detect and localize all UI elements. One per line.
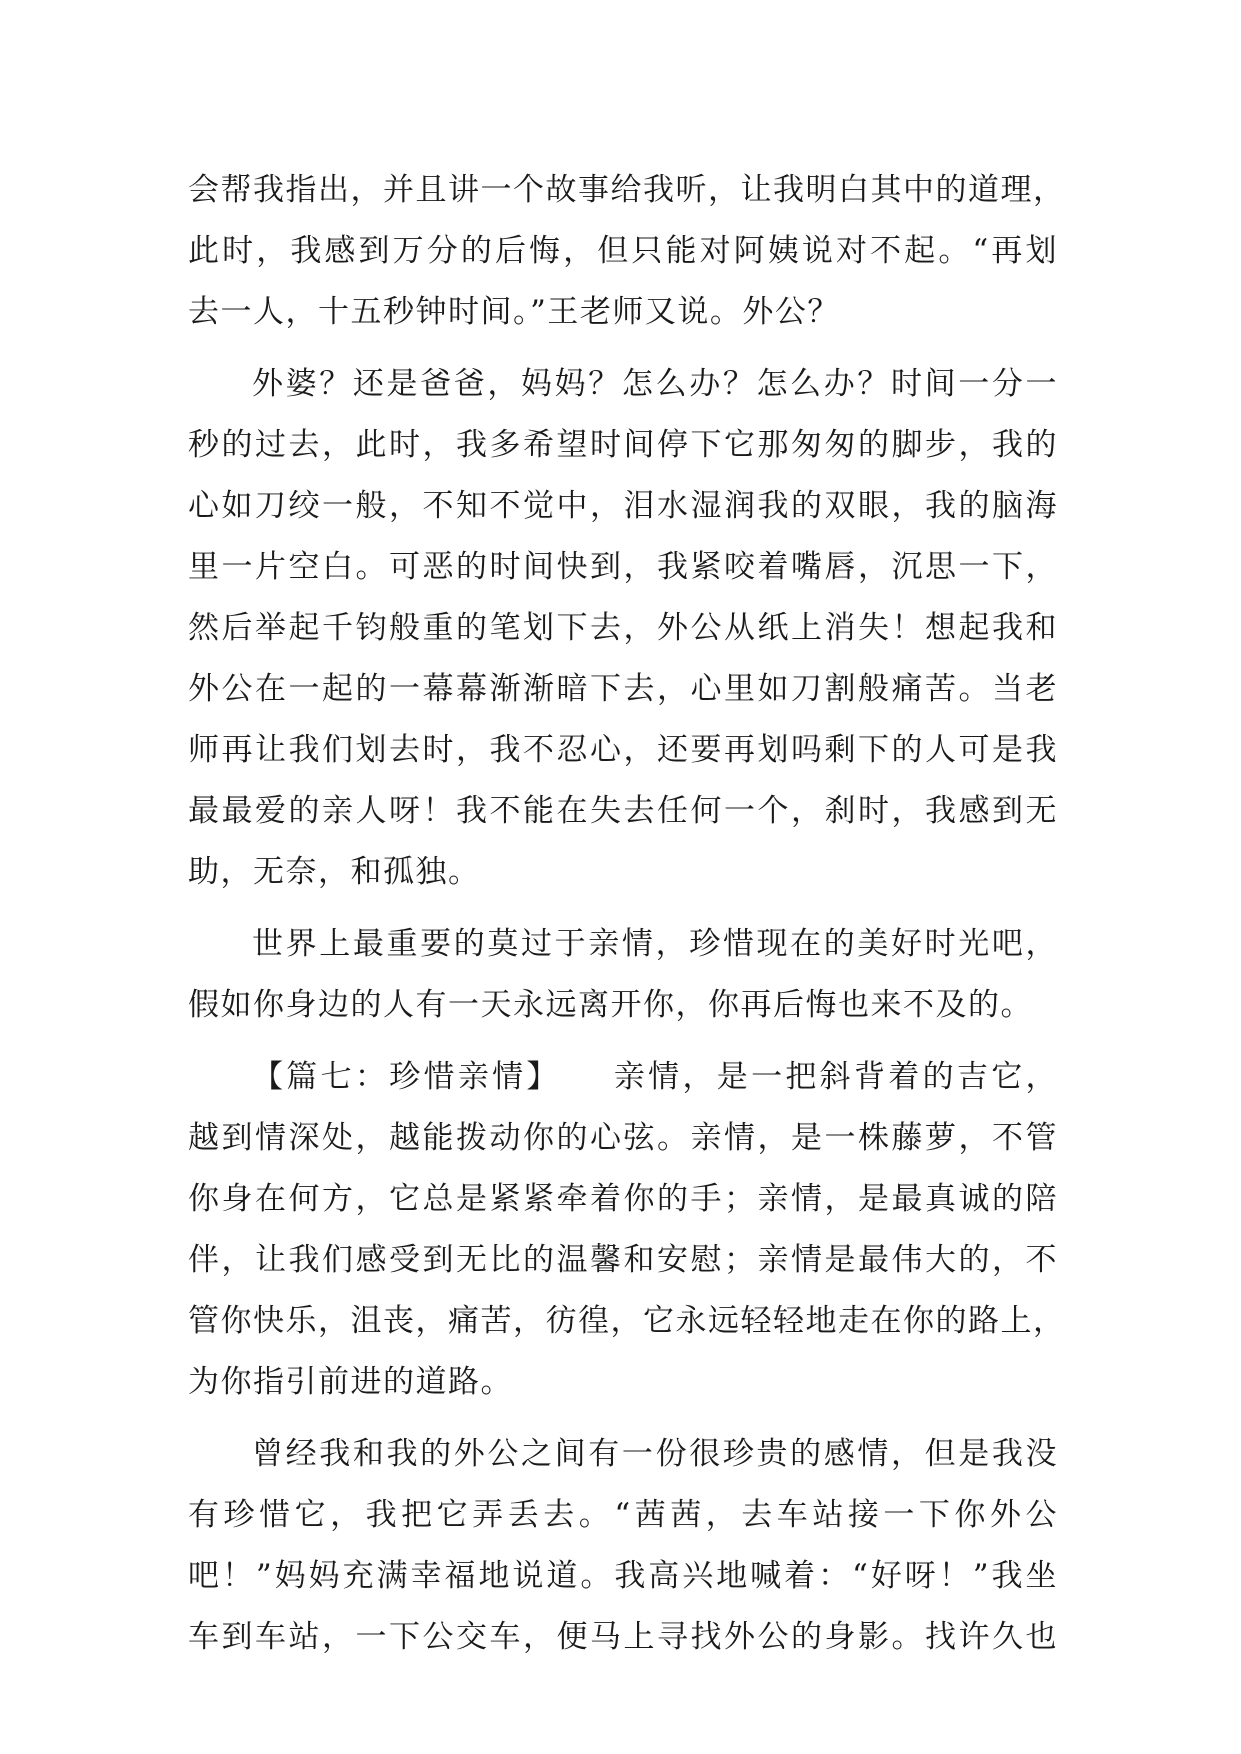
text-line: 车到车站，一下公交车，便马上寻找外公的身影。找许久也 <box>188 1619 1058 1655</box>
paragraph <box>188 1424 1058 1668</box>
text-line: 为你指引前进的道路。 <box>188 1364 513 1400</box>
paragraph <box>188 914 1058 1036</box>
text-line: 有珍惜它，我把它弄丢去。“茜茜，去车站接一下你外公 <box>188 1497 1058 1533</box>
text-line: 此时，我感到万分的后悔，但只能对阿姨说对不起。“再划 <box>188 233 1058 269</box>
document-body <box>188 160 1066 1668</box>
text-line: 师再让我们划去时，我不忍心，还要再划吗剩下的人可是我 <box>188 732 1058 768</box>
text-line: 越到情深处，越能拨动你的心弦。亲情，是一株藤萝，不管 <box>188 1120 1058 1156</box>
text-line: 最最爱的亲人呀！我不能在失去任何一个，刹时，我感到无 <box>188 793 1058 829</box>
text-line: 里一片空白。可恶的时间快到，我紧咬着嘴唇，沉思一下， <box>188 549 1058 585</box>
paragraph <box>188 354 1058 903</box>
text-line: 助，无奈，和孤独。 <box>188 854 481 890</box>
text-line: 心如刀绞一般，不知不觉中，泪水湿润我的双眼，我的脑海 <box>188 488 1058 524</box>
text-line: 世界上最重要的莫过于亲情，珍惜现在的美好时光吧， <box>252 926 1058 962</box>
text-line: 然后举起千钧般重的笔划下去，外公从纸上消失！想起我和 <box>188 610 1058 646</box>
text-line: 秒的过去，此时，我多希望时间停下它那匆匆的脚步，我的 <box>188 427 1058 463</box>
text-line: 吧！”妈妈充满幸福地说道。我高兴地喊着：“好呀！”我坐 <box>188 1558 1058 1594</box>
paragraph <box>188 1047 1066 1413</box>
text-line: 伴，让我们感受到无比的温馨和安慰；亲情是最伟大的，不 <box>188 1242 1058 1278</box>
text-line: 外婆？还是爸爸，妈妈？怎么办？怎么办？时间一分一 <box>252 366 1058 402</box>
text-line: 你身在何方，它总是紧紧牵着你的手；亲情，是最真诚的陪 <box>188 1181 1058 1217</box>
text-line: 外公在一起的一幕幕渐渐暗下去，心里如刀割般痛苦。当老 <box>188 671 1058 707</box>
text-line: 曾经我和我的外公之间有一份很珍贵的感情，但是我没 <box>252 1436 1058 1472</box>
text-line: 假如你身边的人有一天永远离开你，你再后悔也来不及的。 <box>188 987 1033 1023</box>
text-line: 管你快乐，沮丧，痛苦，彷徨，它永远轻轻地走在你的路上， <box>188 1303 1066 1339</box>
text-line: 去一人，十五秒钟时间。”王老师又说。外公？ <box>188 294 840 330</box>
paragraph <box>188 160 1066 343</box>
text-line: 会帮我指出，并且讲一个故事给我听，让我明白其中的道理， <box>188 172 1066 208</box>
section-heading-line: 【篇七：珍惜亲情】 亲情，是一把斜背着的吉它， <box>252 1059 1058 1095</box>
